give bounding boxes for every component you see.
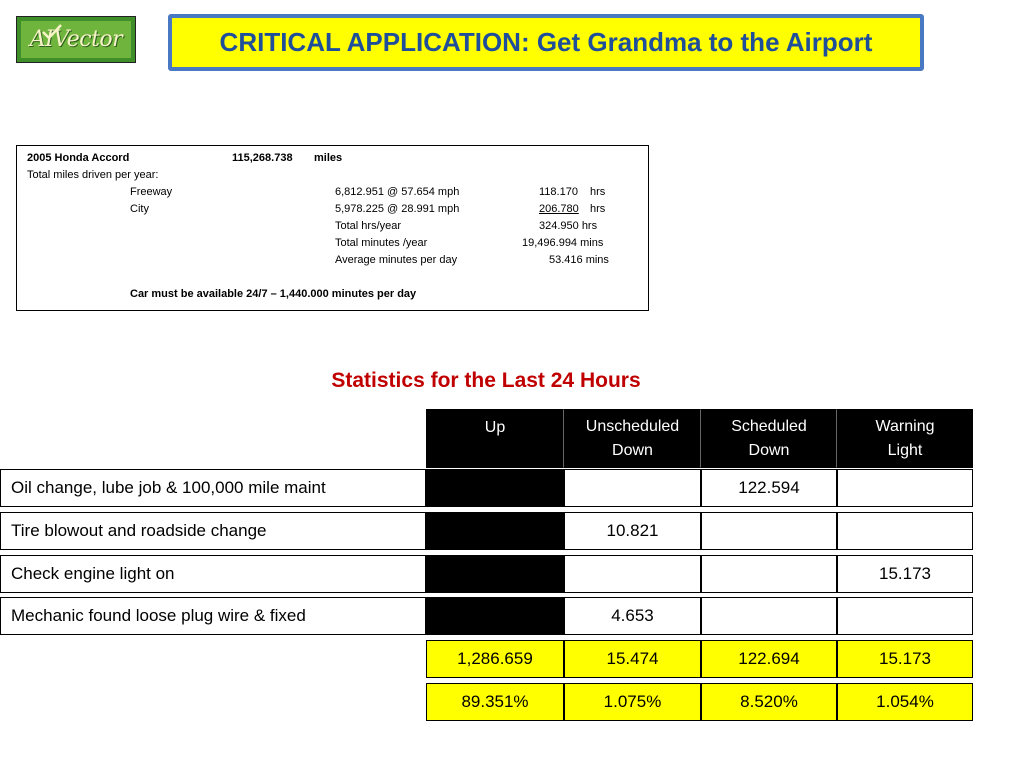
percent-scheduled: 8.520% bbox=[701, 683, 837, 721]
stats-title: Statistics for the Last 24 Hours bbox=[331, 369, 641, 392]
total-up: 1,286.659 bbox=[426, 640, 564, 678]
city-detail: 5,978.225 @ 28.991 mph bbox=[335, 203, 460, 215]
warning-cell: 15.173 bbox=[837, 555, 973, 593]
warning-cell bbox=[837, 512, 973, 550]
total-hrs-label: Total hrs/year bbox=[335, 220, 402, 232]
car-miles-unit: miles bbox=[314, 152, 343, 164]
scheduled-cell bbox=[701, 512, 837, 550]
page-title: CRITICAL APPLICATION: Get Grandma to the Airport bbox=[219, 27, 873, 57]
title-banner bbox=[168, 14, 924, 71]
city-label: City bbox=[130, 203, 149, 215]
up-cell bbox=[426, 597, 564, 635]
up-cell bbox=[426, 469, 564, 507]
avg-min-value: 53.416 mins bbox=[549, 254, 609, 266]
unscheduled-cell bbox=[564, 555, 701, 593]
total-hrs-value: 324.950 hrs bbox=[539, 220, 598, 232]
aivector-logo bbox=[16, 16, 136, 63]
unscheduled-cell: 10.821 bbox=[564, 512, 701, 550]
total-min-label: Total minutes /year bbox=[335, 237, 428, 249]
total-scheduled: 122.694 bbox=[701, 640, 837, 678]
row-label: Tire blowout and roadside change bbox=[0, 512, 426, 550]
row-label: Oil change, lube job & 100,000 mile maint bbox=[0, 469, 426, 507]
warning-cell bbox=[837, 597, 973, 635]
row-label: Mechanic found loose plug wire & fixed bbox=[0, 597, 426, 635]
unscheduled-cell: 4.653 bbox=[564, 597, 701, 635]
car-model: 2005 Honda Accord bbox=[27, 152, 130, 164]
freeway-hrs: 118.170 bbox=[539, 186, 578, 198]
logo-text: AIVector bbox=[29, 27, 123, 52]
up-cell bbox=[426, 555, 564, 593]
col-header-scheduled: Scheduled Down bbox=[701, 409, 837, 468]
car-spec-box bbox=[16, 145, 649, 311]
col-header-unscheduled: Unscheduled Down bbox=[564, 409, 701, 468]
warning-cell bbox=[837, 469, 973, 507]
freeway-detail: 6,812.951 @ 57.654 mph bbox=[335, 186, 460, 198]
unscheduled-cell bbox=[564, 469, 701, 507]
col-header-up: Up bbox=[426, 409, 564, 468]
freeway-hrs-unit: hrs bbox=[590, 186, 606, 198]
up-cell bbox=[426, 512, 564, 550]
scheduled-cell: 122.594 bbox=[701, 469, 837, 507]
percent-warning: 1.054% bbox=[837, 683, 973, 721]
percent-up: 89.351% bbox=[426, 683, 564, 721]
total-warning: 15.173 bbox=[837, 640, 973, 678]
city-hrs: 206.780 bbox=[539, 203, 579, 215]
checkmark-icon bbox=[41, 23, 63, 41]
total-unscheduled: 15.474 bbox=[564, 640, 701, 678]
col-header-warning: Warning Light bbox=[837, 409, 973, 468]
row-label: Check engine light on bbox=[0, 555, 426, 593]
car-miles-value: 115,268.738 bbox=[232, 152, 293, 164]
total-miles-label: Total miles driven per year: bbox=[27, 169, 159, 181]
logo-panel bbox=[21, 21, 131, 58]
avg-min-label: Average minutes per day bbox=[335, 254, 458, 266]
city-hrs-unit: hrs bbox=[590, 203, 606, 215]
scheduled-cell bbox=[701, 555, 837, 593]
scheduled-cell bbox=[701, 597, 837, 635]
freeway-label: Freeway bbox=[130, 186, 173, 198]
total-min-value: 19,496.994 mins bbox=[522, 237, 604, 249]
availability-note: Car must be available 24/7 – 1,440.000 minutes per day bbox=[130, 288, 417, 300]
percent-unscheduled: 1.075% bbox=[564, 683, 701, 721]
